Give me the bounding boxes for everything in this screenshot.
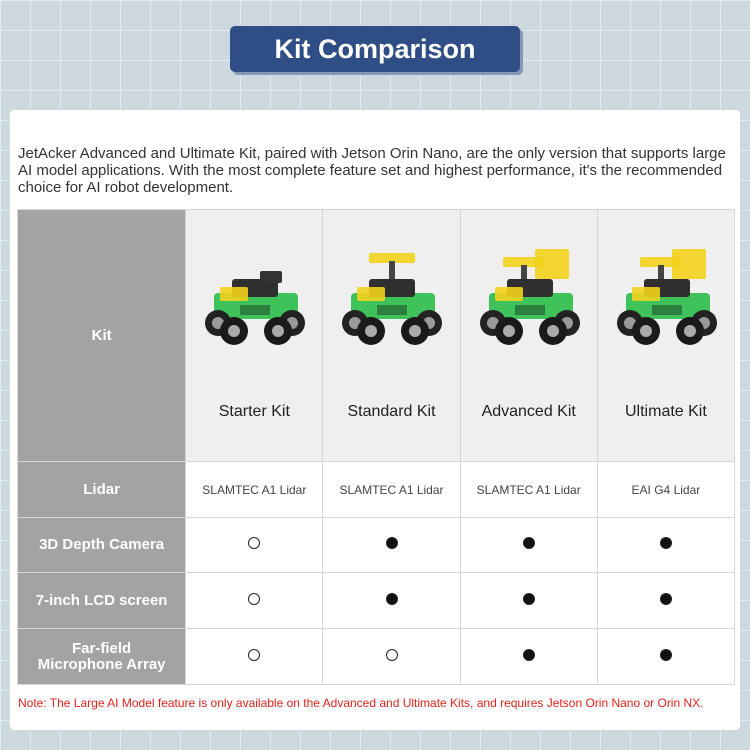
microphone-label-line1: Far-field	[72, 639, 132, 657]
lcd-indicator-standard	[386, 593, 398, 605]
depth-camera-indicator-standard	[386, 537, 398, 549]
starter-kit-robot-image	[194, 245, 314, 355]
microphone-indicator-advanced	[523, 649, 535, 661]
depth-camera-label: 3D Depth Camera	[18, 518, 186, 573]
lidar-value-standard: SLAMTEC A1 Lidar	[323, 462, 460, 518]
comparison-card	[10, 110, 740, 730]
kit-column-starter	[186, 210, 323, 462]
depth-camera-indicator-ultimate	[660, 537, 672, 549]
lcd-indicator-ultimate	[660, 593, 672, 605]
kit-column-standard	[323, 210, 460, 462]
lidar-value-starter: SLAMTEC A1 Lidar	[186, 462, 323, 518]
microphone-label-line2: Microphone Array	[37, 655, 166, 673]
microphone-indicator-standard	[386, 649, 398, 661]
lcd-row	[18, 573, 735, 629]
kit-label: Kit	[18, 210, 186, 462]
page-title: Kit Comparison	[230, 26, 520, 72]
kit-row	[18, 210, 735, 462]
comparison-table	[17, 209, 735, 685]
kit-column-advanced	[460, 210, 597, 462]
microphone-label	[18, 629, 186, 685]
depth-camera-indicator-starter	[248, 537, 260, 549]
microphone-row	[18, 629, 735, 685]
kit-name-advanced: Advanced Kit	[481, 403, 576, 420]
lcd-indicator-starter	[248, 593, 260, 605]
depth-camera-indicator-advanced	[523, 537, 535, 549]
kit-name-ultimate: Ultimate Kit	[625, 403, 707, 420]
kit-name-standard: Standard Kit	[347, 403, 436, 420]
intro-text: JetAcker Advanced and Ultimate Kit, paired with Jetson Orin Nano, are the only version that supports large AI model applications. With the most complete feature set and highest performance, it's the recommended choice for AI robot development.	[18, 145, 726, 196]
depth-camera-row	[18, 518, 735, 573]
kit-name-starter: Starter Kit	[218, 403, 290, 420]
kit-column-ultimate	[597, 210, 734, 462]
standard-kit-robot-image	[331, 245, 451, 355]
microphone-indicator-ultimate	[660, 649, 672, 661]
lidar-value-advanced: SLAMTEC A1 Lidar	[460, 462, 597, 518]
footnote: Note: The Large AI Model feature is only available on the Advanced and Ultimate Kits, and requires Jetson Orin Nano or Orin NX.	[18, 696, 704, 710]
lidar-value-ultimate: EAI G4 Lidar	[597, 462, 734, 518]
advanced-kit-robot-image	[469, 245, 589, 355]
ultimate-kit-robot-image	[606, 245, 726, 355]
microphone-indicator-starter	[248, 649, 260, 661]
lcd-label: 7-inch LCD screen	[18, 573, 186, 629]
lidar-label: Lidar	[18, 462, 186, 518]
lidar-row	[18, 462, 735, 518]
lcd-indicator-advanced	[523, 593, 535, 605]
